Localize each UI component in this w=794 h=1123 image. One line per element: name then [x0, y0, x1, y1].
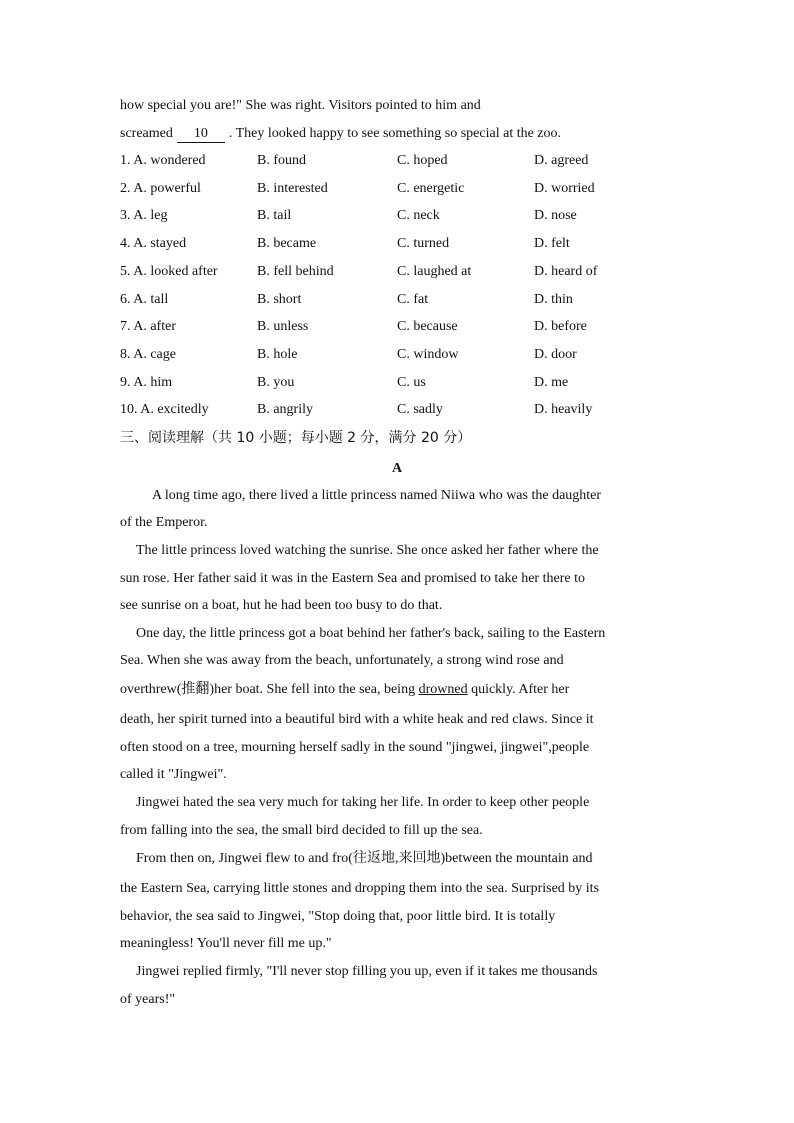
- option-a-text: after: [150, 319, 176, 334]
- option-c: C. fat: [397, 292, 429, 307]
- option-d: D. heavily: [534, 402, 593, 417]
- passage-line: often stood on a tree, mourning herself sadly in the sound "jingwei, jingwei",people: [120, 740, 590, 755]
- option-c: C. window: [397, 347, 459, 362]
- option-a: [120, 234, 186, 254]
- option-b: B. became: [257, 236, 317, 251]
- question-number: 3. A.: [120, 208, 147, 223]
- intro-line-2: [120, 124, 561, 144]
- option-b: B. tail: [257, 208, 292, 223]
- option-a-text: leg: [150, 208, 168, 223]
- question-number: 6. A.: [120, 292, 147, 307]
- question-number: 8. A.: [120, 347, 147, 362]
- option-b: B. found: [257, 153, 306, 168]
- option-b: B. short: [257, 292, 302, 307]
- option-c: C. us: [397, 375, 426, 390]
- passage-line: death, her spirit turned into a beautiful bird with a white heak and red claws. Since it: [120, 712, 594, 727]
- passage-text: overthrew(推翻)her boat. She fell into the sea, being: [120, 682, 419, 697]
- passage-line: The little princess loved watching the sunrise. She once asked her father where the: [136, 543, 599, 558]
- answer-blank: 10: [177, 126, 225, 143]
- option-a: [120, 262, 218, 282]
- option-d: D. door: [534, 347, 577, 362]
- option-a-text: cage: [150, 347, 176, 362]
- option-a-text: him: [150, 375, 173, 390]
- option-d: D. agreed: [534, 153, 589, 168]
- option-a: [120, 400, 209, 420]
- question-number: 4. A.: [120, 236, 147, 251]
- question-number: 1. A.: [120, 153, 147, 168]
- question-number: 7. A.: [120, 319, 147, 334]
- option-b: B. angrily: [257, 402, 313, 417]
- passage-line: behavior, the sea said to Jingwei, "Stop doing that, poor little bird. It is totally: [120, 909, 556, 924]
- option-c: C. turned: [397, 236, 450, 251]
- option-c: C. sadly: [397, 402, 443, 417]
- option-a-text: looked after: [150, 264, 218, 279]
- option-a: [120, 179, 201, 199]
- option-a: [120, 345, 176, 365]
- section-title: 三、阅读理解（共 10 小题；每小题 2 分，满分 20 分）: [120, 430, 472, 446]
- option-b: B. hole: [257, 347, 298, 362]
- option-c: C. neck: [397, 208, 440, 223]
- option-a: [120, 373, 172, 393]
- passage-line: see sunrise on a boat, hut he had been too busy to do that.: [120, 598, 443, 613]
- passage-line: the Eastern Sea, carrying little stones and dropping them into the sea. Surprised by its: [120, 881, 600, 896]
- option-d: D. thin: [534, 292, 573, 307]
- option-a-text: tall: [150, 292, 169, 307]
- passage-line: A long time ago, there lived a little princess named Niiwa who was the daughter: [152, 488, 602, 503]
- passage-line: One day, the little princess got a boat behind her father's back, sailing to the Eastern: [136, 626, 606, 641]
- option-c: C. hoped: [397, 153, 448, 168]
- passage-line: Jingwei hated the sea very much for taking her life. In order to keep other people: [136, 795, 590, 810]
- option-c: C. because: [397, 319, 458, 334]
- question-number: 5. A.: [120, 264, 147, 279]
- option-a-text: stayed: [150, 236, 187, 251]
- passage-line: [120, 680, 569, 700]
- passage-line: Jingwei replied firmly, "I'll never stop filling you up, even if it takes me thousands: [136, 964, 598, 979]
- intro-line-1: how special you are!" She was right. Visitors pointed to him and: [120, 98, 481, 113]
- question-number: 2. A.: [120, 181, 147, 196]
- option-a-text: wondered: [150, 153, 206, 168]
- option-b: B. fell behind: [257, 264, 334, 279]
- option-d: D. felt: [534, 236, 570, 251]
- option-a: [120, 290, 168, 310]
- option-d: D. worried: [534, 181, 595, 196]
- question-number: 10. A.: [120, 402, 154, 417]
- passage-label: A: [391, 461, 403, 476]
- option-b: B. unless: [257, 319, 309, 334]
- intro-line-2-start: screamed: [120, 126, 173, 141]
- option-c: C. energetic: [397, 181, 465, 196]
- passage-line: sun rose. Her father said it was in the Eastern Sea and promised to take her there to: [120, 571, 585, 586]
- option-a: [120, 206, 167, 226]
- option-b: B. you: [257, 375, 295, 390]
- option-a-text: excitedly: [157, 402, 209, 417]
- passage-line: meaningless! You'll never fill me up.": [120, 936, 332, 951]
- passage-line: of years!": [120, 992, 176, 1007]
- option-a: [120, 317, 176, 337]
- option-d: D. heard of: [534, 264, 598, 279]
- passage-line: From then on, Jingwei flew to and fro(往返地,来回地)between the mountain and: [136, 851, 593, 866]
- passage-line: Sea. When she was away from the beach, unfortunately, a strong wind rose and: [120, 653, 564, 668]
- passage-text: quickly. After her: [467, 682, 570, 697]
- option-a-text: powerful: [150, 181, 201, 196]
- option-d: D. nose: [534, 208, 577, 223]
- underlined-word: drowned: [418, 682, 468, 697]
- option-a: [120, 151, 206, 171]
- option-d: D. me: [534, 375, 569, 390]
- option-b: B. interested: [257, 181, 328, 196]
- option-d: D. before: [534, 319, 587, 334]
- question-number: 9. A.: [120, 375, 147, 390]
- passage-line: of the Emperor.: [120, 515, 208, 530]
- passage-line: called it "Jingwei".: [120, 767, 227, 782]
- option-c: C. laughed at: [397, 264, 472, 279]
- intro-line-2-end: . They looked happy to see something so special at the zoo.: [228, 126, 562, 141]
- passage-line: from falling into the sea, the small bird decided to fill up the sea.: [120, 823, 483, 838]
